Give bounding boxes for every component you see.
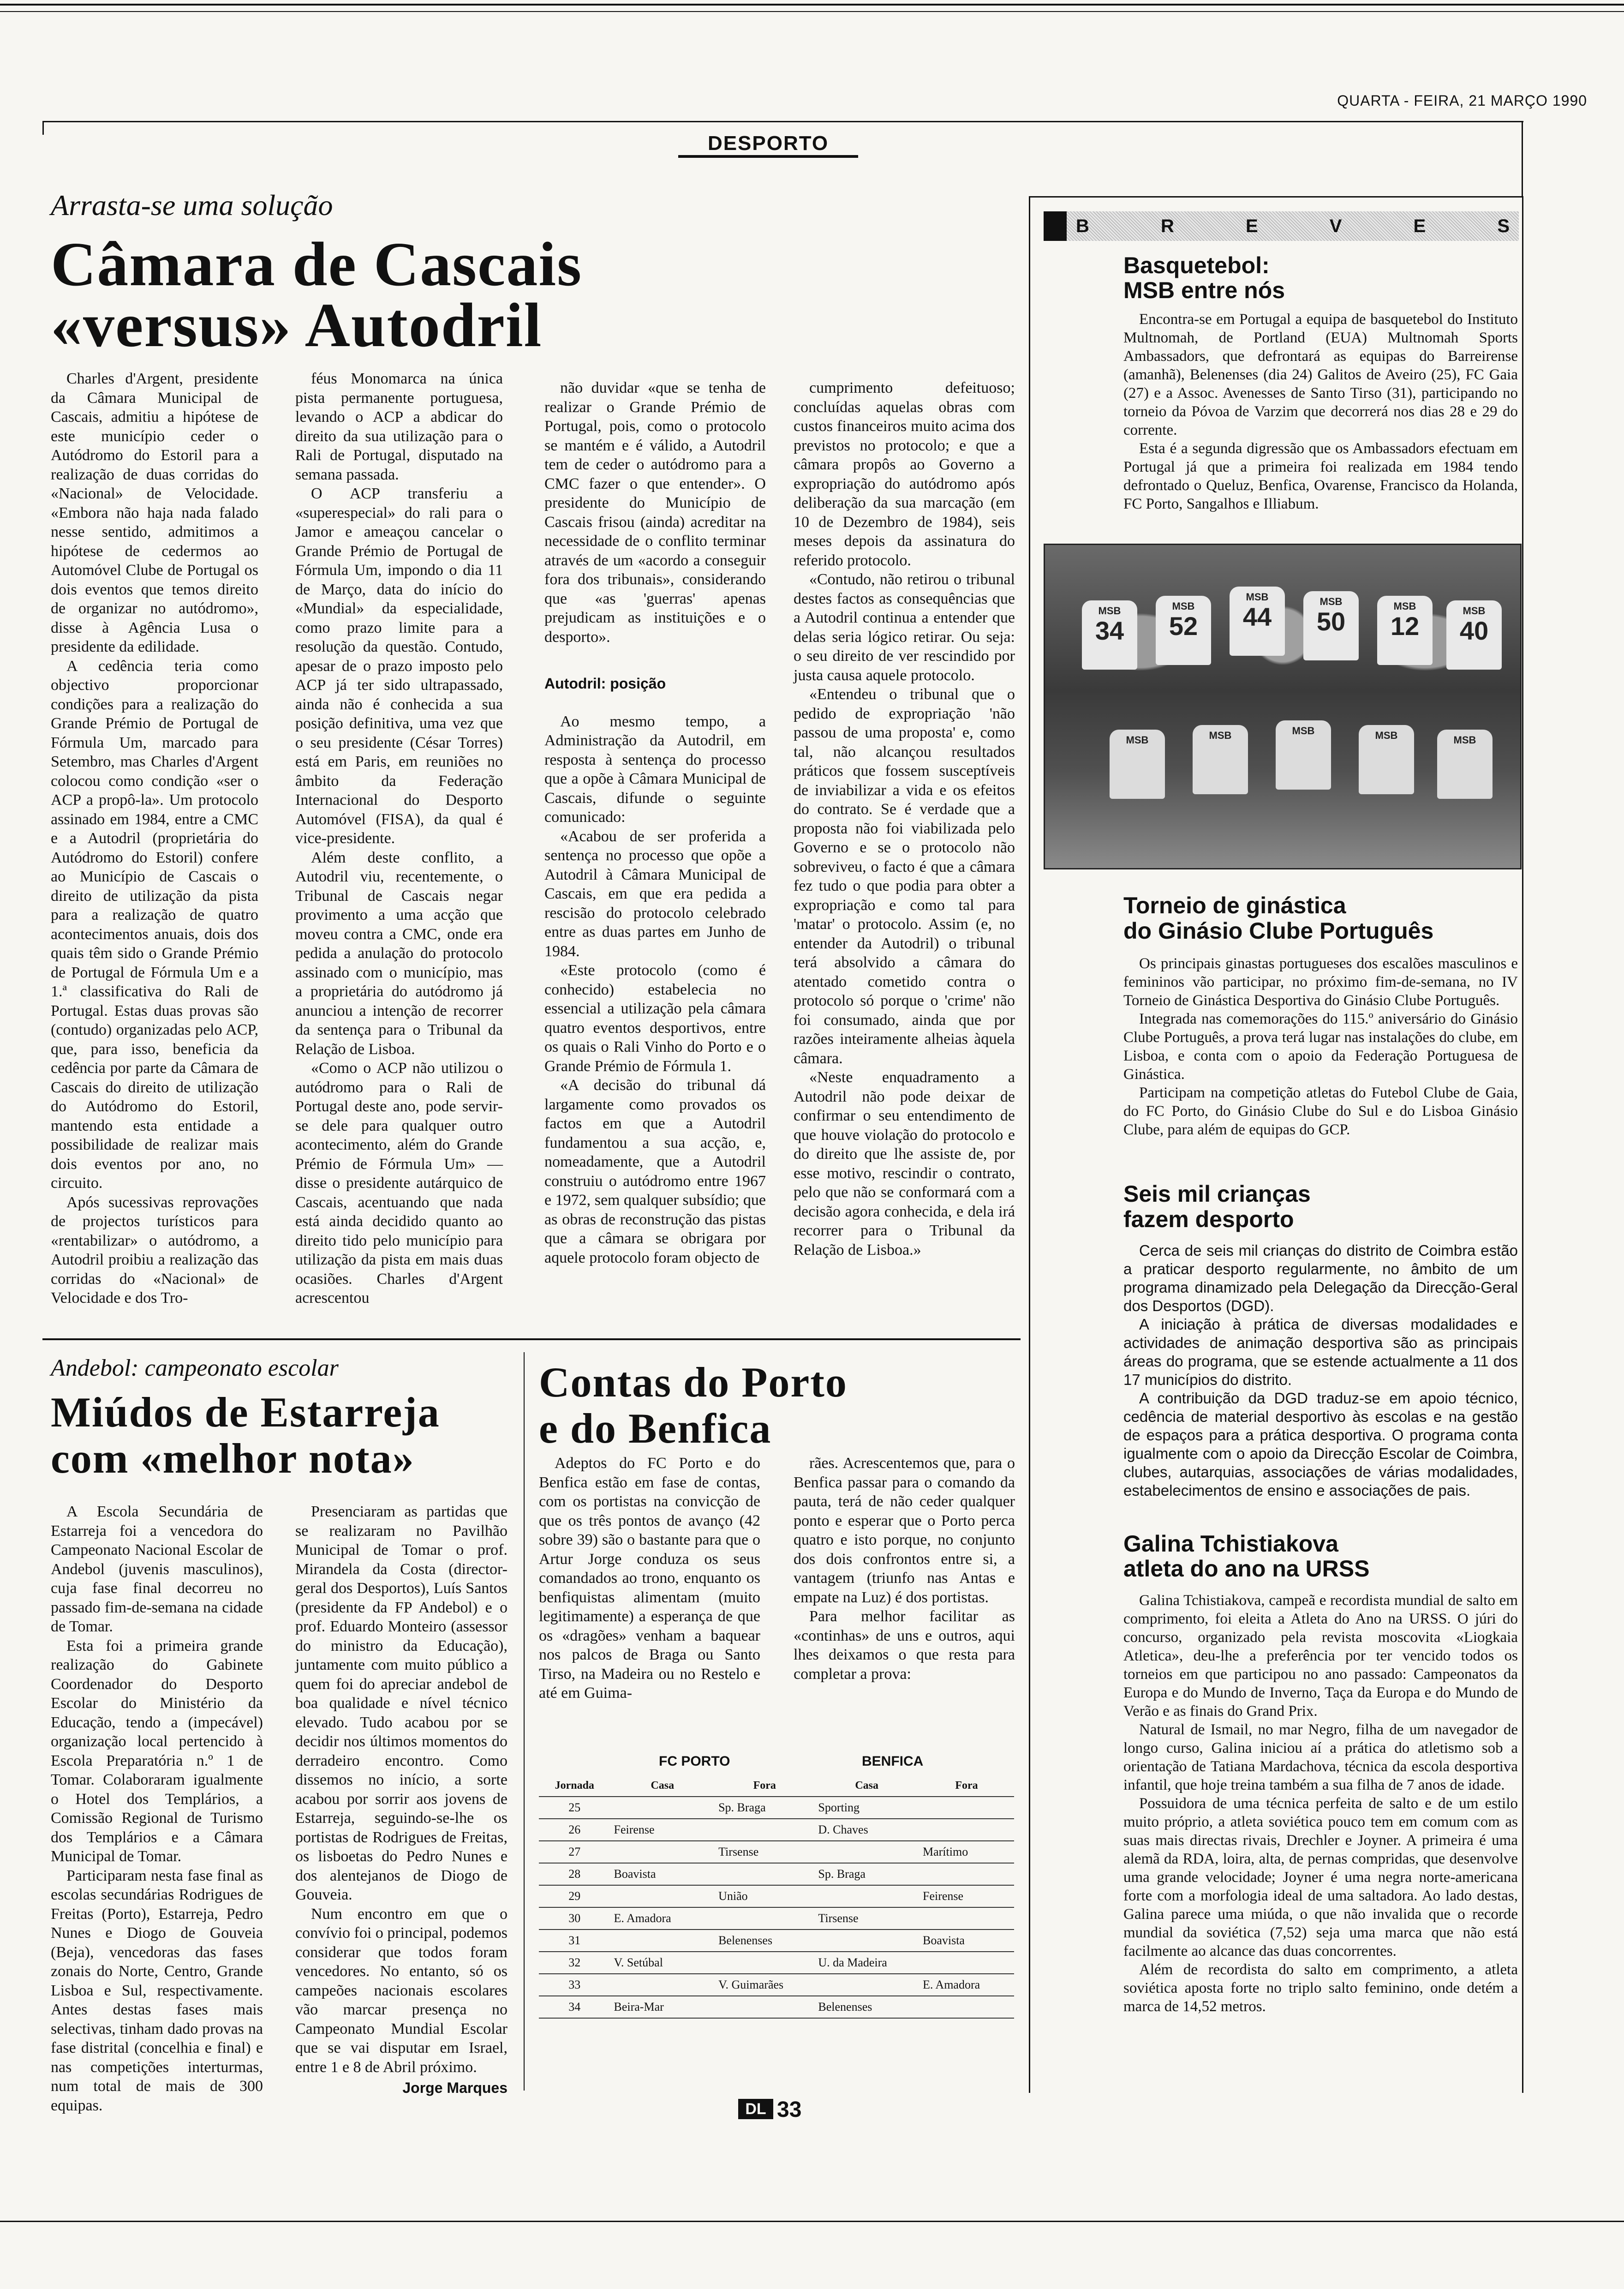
- table-cell: Belenenses: [715, 1929, 814, 1952]
- table-row: [539, 1841, 1014, 1863]
- ginastica-headline-line1: Torneio de ginástica: [1123, 893, 1346, 918]
- paragraph: Os principais ginastas portugueses dos escalões masculinos e femininos vão participar, no próximo fim-de-semana, no IV Torneio de Ginástica Desportiva do Ginásio Clube Português.: [1123, 955, 1518, 1009]
- team-label-benfica: BENFICA: [862, 1754, 924, 1769]
- paragraph: A iniciação à prática de diversas modalidades e actividades de animação desportiva são as principais áreas do programa, que se estende actualmente a 11 dos 17 municípios do distrito.: [1123, 1316, 1518, 1388]
- contas-headline-line1: Contas do Porto: [539, 1359, 848, 1406]
- section-label: DESPORTO: [678, 132, 858, 158]
- ginastica-headline-line2: do Ginásio Clube Português: [1123, 918, 1434, 944]
- table-cell: 27: [539, 1841, 610, 1863]
- criancas-headline-line2: fazem desporto: [1123, 1206, 1294, 1232]
- table-cell: [610, 1885, 715, 1907]
- table-header: Fora: [919, 1775, 1014, 1797]
- paragraph: rães. Acrescentemos que, para o Benfica passar para o comando da pauta, terá de não ceder qualquer ponto e esperar que o Porto perca quatro e isto porque, no conjunto dos dois confrontos entre si, a vantagem (triunfo nas Antas e empate na Luz) é dos portistas.: [794, 1455, 1015, 1606]
- breves-letter: R: [1160, 216, 1174, 236]
- lead-headline-line2: «versus» Autodril: [51, 291, 543, 360]
- top-border: [0, 4, 1624, 6]
- paragraph: cumprimento defeituoso; concluídas aquelas obras com custos financeiros muito acima dos previstos no protocolo; e que a câmara propôs ao Governo a expropriação do autódromo após deliberação da sua marcação (em 10 de Dezembro de 1984), seis meses depois da assinatura do referido protocolo.: [794, 379, 1015, 569]
- table-header: Fora: [715, 1775, 814, 1797]
- paragraph: A contribuição da DGD traduz-se em apoio técnico, cedência de material desportivo às escolas e na gestão de espaços para a prática desportiva. O programa conta igualmente com o apoio da Direcção Escolar de Coimbra, clubes, autarquias, associações de várias modalidades, estabelecimentos de ensino e associações de pais.: [1123, 1390, 1518, 1499]
- ginastica-body: [1123, 954, 1518, 1139]
- contas-headline-line2: e do Benfica: [539, 1405, 772, 1452]
- table-row: [539, 1907, 1014, 1929]
- paragraph: Ao mesmo tempo, a Administração da Autodril, em resposta à sentença do processo que a opõe à Câmara Municipal de Cascais, difunde o seguinte comunicado:: [544, 713, 766, 826]
- table-cell: 26: [539, 1819, 610, 1841]
- lead-column-3: [544, 378, 766, 1267]
- criancas-headline-line1: Seis mil crianças: [1123, 1181, 1311, 1207]
- table-cell: 25: [539, 1797, 610, 1819]
- table-cell: 32: [539, 1952, 610, 1974]
- table-cell: 31: [539, 1929, 610, 1952]
- paragraph: «Contudo, não retirou o tribunal destes factos as consequências que a Autodril continua a entender que delas seria lógico retirar. Ou seja: o seu direito de ver rescindido por justa causa aquele protocolo.: [794, 571, 1015, 684]
- paragraph: Esta é a segunda digressão que os Ambassadors efectuam em Portugal já que a primeira foi realizada em 1984 tendo defrontado o Queluz, Benfica, Ovarense, Francisco da Holanda, FC Porto, Sangalhos e Illiabum.: [1123, 440, 1518, 512]
- fixtures-table-block: [539, 1754, 1014, 2019]
- table-cell: [715, 1907, 814, 1929]
- breves-letter: E: [1245, 216, 1258, 236]
- table-cell: [610, 1841, 715, 1863]
- table-cell: [919, 1907, 1014, 1929]
- basket-body: [1123, 310, 1518, 513]
- paragraph: «Entendeu o tribunal que o pedido de expropriação 'não passou de uma proposta' e, como tal, não alcançou resultados práticos que fossem susceptíveis de inviabilizar a vida e os efeitos do contrato. Se é verdade que a proposta não foi viabilizada pelo Governo e se o protocolo não sobreviveu, o facto é que a câmara fez tudo o que podia para obter a expropriação e como tal para 'matar' o protocolo. Assim (e, no entender da Autodril) o tribunal terá absolvido a câmara do atentado cometido contra o protocolo só porque o 'crime' não foi consumado, ainda que por razões inteiramente alheias àquela câmara.: [794, 686, 1015, 1067]
- jersey: MSB: [1437, 730, 1493, 799]
- top-border-2: [0, 11, 1624, 12]
- jersey: MSB: [1110, 730, 1165, 799]
- table-cell: 33: [539, 1974, 610, 1996]
- header-rule-right: [1522, 121, 1523, 197]
- table-cell: [610, 1797, 715, 1819]
- table-cell: D. Chaves: [814, 1819, 919, 1841]
- table-cell: Boavista: [919, 1929, 1014, 1952]
- table-cell: Tirsense: [814, 1907, 919, 1929]
- paragraph: Possuidora de uma técnica perfeita de salto e de um estilo muito próprio, a atleta soviética pouco tem em comum com as suas mais directas rivais, Drechler e Joyner. A primeira é uma alemã da RDA, loira, alta, de pernas compridas, que desenvolve uma grande velocidade; Joyner é uma negra norte-americana forte com a morfologia ideal de uma saltadora. Ao lado destas, Galina parece uma miúda, o que não invalida que o recorde mundial da soviética (7,52) seja uma marca que não está facilmente ao alcance das duas concorrentes.: [1123, 1795, 1518, 1959]
- andebol-kicker: Andebol: campeonato escolar: [51, 1355, 339, 1381]
- team-photo: [1044, 544, 1522, 869]
- table-cell: [610, 1974, 715, 1996]
- table-cell: Feirense: [919, 1885, 1014, 1907]
- table-cell: [814, 1841, 919, 1863]
- paragraph: não duvidar «que se tenha de realizar o Grande Prémio de Portugal, pois, como o protocolo se mantém e é válido, a Autodril tem de ceder o autódromo para a CMC fazer o que entender». O presidente do Município de Cascais frisou (ainda) acreditar na necessidade de o conflito terminar através de um «acordo a conseguir fora dos tribunais», considerando que «as 'guerras' apenas prejudicam as instituições e o desporto».: [544, 379, 766, 646]
- table-cell: União: [715, 1885, 814, 1907]
- paragraph: Além deste conflito, a Autodril viu, recentemente, o Tribunal de Cascais negar provimento a uma acção que moveu contra a CMC, onde era pedida a anulação do protocolo assinado com o município, mas a proprietária do autódromo já anunciou a intenção de recorrer da sentença para o Tribunal da Relação de Lisboa.: [295, 849, 503, 1058]
- table-cell: [715, 1952, 814, 1974]
- table-cell: [610, 1929, 715, 1952]
- paragraph: A Escola Secundária de Estarreja foi a vencedora do Campeonato Nacional Escolar de Andebol (juvenis masculinos), cuja fase final decorreu no passado fim-de-semana na cidade de Tomar.: [51, 1503, 263, 1635]
- table-cell: [814, 1974, 919, 1996]
- paragraph: Cerca de seis mil crianças do distrito de Coimbra estão a praticar desporto regularmente, no âmbito de um programa dinamizado pela Delegação da Direcção-Geral dos Desportos (DGD).: [1123, 1242, 1518, 1314]
- basket-headline-line2: MSB entre nós: [1123, 277, 1285, 303]
- paragraph: Num encontro em que o convívio foi o principal, podemos considerar que todos foram vencedores. No entanto, só os campeões nacionais escolares vão marcar presença no Campeonato Mundial Escolar que se vai disputar em Israel, entre 1 e 8 de Abril próximo.: [295, 1905, 508, 2076]
- breves-letter: V: [1329, 216, 1342, 236]
- paragraph: «A decisão do tribunal dá largamente como provados os factos em que a Autodril fundamentou a sua acção, e, nomeadamente, que a Autodril construiu o autódromo entre 1967 e 1972, sem qualquer subsídio; que as obras de reconstrução das pistas que a câmara se obrigara por aquele protocolo foram objecto de: [544, 1077, 766, 1266]
- table-header: Casa: [814, 1775, 919, 1797]
- table-header: Jornada: [539, 1775, 610, 1797]
- breves-frame-left: [1029, 196, 1030, 2093]
- paragraph: «Neste enquadramento a Autodril não pode deixar de confirmar o seu entendimento de que houve violação do protocolo e do direito que lhe assiste de, por esse motivo, rescindir o contrato, pelo que não se conformará com a decisão agora conhecida, e dela irá recorrer para o Tribunal da Relação de Lisboa.»: [794, 1069, 1015, 1258]
- table-cell: V. Setúbal: [610, 1952, 715, 1974]
- page-number: 33: [777, 2097, 802, 2122]
- table-cell: [919, 1797, 1014, 1819]
- breves-banner-square: [1044, 211, 1067, 241]
- table-row: [539, 1952, 1014, 1974]
- lead-column-2: [295, 369, 503, 1308]
- table-row: [539, 1974, 1014, 1996]
- table-cell: Beira-Mar: [610, 1996, 715, 2018]
- basket-headline-line1: Basquetebol:: [1123, 252, 1270, 278]
- lead-column-1: [51, 369, 258, 1308]
- contas-column-2: [794, 1454, 1015, 1684]
- table-header: Casa: [610, 1775, 715, 1797]
- table-cell: [715, 1863, 814, 1885]
- contas-column-1: [539, 1454, 760, 1703]
- paragraph: Charles d'Argent, presidente da Câmara Municipal de Cascais, admitiu a hipótese de este município ceder o Autódromo do Estoril para a realização de duas corridas do «Nacional» de Velocidade. «Embora não haja nada falado nesse sentido, admitimos a hipótese de cedermos ao Automóvel Clube de Portugal os dois eventos que temos direito de organizar no autódromo», disse à Agência Lusa o presidente da edilidade.: [51, 370, 258, 655]
- header-rule: [42, 121, 1523, 122]
- paragraph: Além de recordista do salto em comprimento, a atleta soviética aposta forte no triplo salto feminino, onde detém a marca de 14,52 metros.: [1123, 1961, 1518, 2015]
- paragraph: Para melhor facilitar as «continhas» de uns e outros, aqui lhes deixamos o que resta para completar a prova:: [794, 1608, 1015, 1683]
- table-cell: Marítimo: [919, 1841, 1014, 1863]
- table-row: [539, 1797, 1014, 1819]
- table-cell: [715, 1996, 814, 2018]
- paragraph: A cedência teria como objectivo proporcionar condições para a realização do Grande Prémio de Portugal de Fórmula Um, marcado para Setembro, mas Charles d'Argent colocou como condição «ser o ACP a propô-la». Um protocolo assinado em 1984, entre a CMC e a Autodril (proprietária do Autódromo do Estoril) confere ao Município de Cascais o direito de utilização da pista para a realização de quatro acontecimentos anuais, dois dos quais têm sido o Grande Prémio de Portugal de Fórmula Um e a 1.ª classificativa do Rali de Portugal. Estas duas provas são (contudo) organizadas pelo ACP, que, para isso, beneficia da cedência por parte da Câmara de Cascais do direito de utilização do Autódromo do Estoril, mantendo esta entidade a possibilidade de realizar mais dois eventos por ano, no circuito.: [51, 657, 258, 1192]
- table-row: [539, 1929, 1014, 1952]
- table-cell: [814, 1885, 919, 1907]
- jersey: MSB 12: [1377, 596, 1433, 665]
- table-cell: 34: [539, 1996, 610, 2018]
- paragraph: Presenciaram as partidas que se realizaram no Pavilhão Municipal de Tomar o prof. Mirandela da Costa (director-geral dos Desportos), Luís Santos (presidente da FP Andebol) e o prof. Eduardo Monteiro (assessor do ministro da Educação), juntamente com muito público a quem foi do apreciar andebol de boa qualidade e nível técnico elevado. Tudo acabou por se decidir nos últimos momentos do derradeiro encontro. Como dissemos no início, a sorte acabou por sorrir aos jovens de Estarreja, seguindo-se-lhe os portistas de Rodrigues de Freitas, os lisboetas do Pedro Nunes e dos alentejanos de Diogo de Gouveia.: [295, 1503, 508, 1903]
- paragraph: «Este protocolo (como é conhecido) estabelecia no essencial a utilização pela câmara quatro eventos desportivos, entre os quais o Rali Vinho do Porto e o Grande Prémio de Fórmula 1.: [544, 962, 766, 1075]
- paragraph: Encontra-se em Portugal a equipa de basquetebol do Instituto Multnomah, de Portland (EUA) Multnomah Sports Ambassadors, que defrontará as equipas do Barreirense (amanhã), Belenenses (dia 24) Galitos de Aveiro (25), FC Gaia (27) e a Assoc. Avenesses de Santo Tirso (31), participando no torneio da Póvoa de Varzim que decorrerá nos dias 28 e 29 do corrente.: [1123, 311, 1518, 438]
- breves-frame-right: [1522, 196, 1523, 2093]
- page-date: QUARTA - FEIRA, 21 MARÇO 1990: [1337, 92, 1587, 109]
- bottom-border: [0, 2221, 1624, 2222]
- table-cell: U. da Madeira: [814, 1952, 919, 1974]
- lead-headline-line1: Câmara de Cascais: [51, 230, 583, 299]
- table-cell: 28: [539, 1863, 610, 1885]
- table-cell: [919, 1819, 1014, 1841]
- galina-body: [1123, 1591, 1518, 2016]
- table-row: [539, 1863, 1014, 1885]
- breves-banner: [1044, 211, 1519, 241]
- andebol-column-2: [295, 1502, 508, 2098]
- table-row: [539, 1996, 1014, 2018]
- table-cell: Belenenses: [814, 1996, 919, 2018]
- table-cell: 30: [539, 1907, 610, 1929]
- paragraph: Galina Tchistiakova, campeã e recordista mundial de salto em comprimento, foi eleita a Atleta do Ano na URSS. O júri do concurso, organizado pela revista moscovita «Liogkaia Atletica», deu-lhe a preferência por ter vencido todos os torneios em que participou no ano passado: Campeonatos da Europa e do Mundo de Inverno, Taça da Europa e do Mundo de Verão e as finais do Grand Prix.: [1123, 1592, 1518, 1720]
- andebol-headline-line2: com «melhor nota»: [51, 1435, 415, 1482]
- footer-logo: DL: [738, 2099, 773, 2119]
- table-cell: V. Guimarães: [715, 1974, 814, 1996]
- table-cell: [919, 1952, 1014, 1974]
- jersey: MSB: [1359, 725, 1414, 794]
- breves-letter: E: [1413, 216, 1426, 236]
- fixtures-table: [539, 1775, 1014, 2019]
- table-cell: [814, 1929, 919, 1952]
- jersey: MSB: [1193, 725, 1248, 794]
- paragraph: «Acabou de ser proferida a sentença no processo que opõe a Autodril à Câmara Municipal de Cascais, em que era pedida a rescisão do protocolo celebrado entre as duas partes em Junho de 1984.: [544, 827, 766, 960]
- jersey: MSB 44: [1230, 587, 1285, 656]
- paragraph: Adeptos do FC Porto e do Benfica estão em fase de contas, com os portistas na convicção de que os três pontos de avanço (42 sobre 39) são o bastante para que o Artur Jorge conduza os seus comandados ao trono, enquanto os benfiquistas alimentam (muito legitimamente) a esperança de que os «dragões» venham a baquear nos palcos de Braga ou Santo Tirso, na Madeira ou no Restelo e até em Guima-: [539, 1455, 760, 1702]
- paragraph: Integrada nas comemorações do 115.º aniversário do Ginásio Clube Português, a prova terá lugar nas instalações do clube, em Lisboa, e conta com o apoio da Federação Portuguesa de Ginástica.: [1123, 1011, 1518, 1083]
- table-row: [539, 1819, 1014, 1841]
- header-rule-left: [42, 121, 44, 135]
- table-row: [539, 1885, 1014, 1907]
- galina-headline-line1: Galina Tchistiakova: [1123, 1531, 1338, 1557]
- breves-letter: B: [1076, 216, 1089, 236]
- table-cell: [919, 1996, 1014, 2018]
- andebol-headline-line1: Miúdos de Estarreja: [51, 1389, 440, 1436]
- paragraph: «Como o ACP não utilizou o autódromo para o Rali de Portugal deste ano, pode servir-se dele para qualquer outro acontecimento, além do Grande Prémio de Fórmula Um» — disse o presidente autárquico de Cascais, acentuando que nada está ainda decidido quanto ao direito tido pelo município para utilização da pista em mais duas ocasiões. Charles d'Argent acrescentou: [295, 1060, 503, 1306]
- table-cell: [715, 1819, 814, 1841]
- andebol-byline: Jorge Marques: [402, 2079, 508, 2096]
- table-cell: [919, 1863, 1014, 1885]
- jersey: MSB 52: [1156, 596, 1211, 665]
- team-label-porto: FC PORTO: [659, 1754, 730, 1769]
- jersey: MSB: [1276, 720, 1331, 790]
- table-cell: 29: [539, 1885, 610, 1907]
- paragraph: O ACP transferiu a «superespecial» do rali para o Jamor e ameaçou cancelar o Grande Prémio de Portugal de Fórmula Um, impondo o dia 11 de Março, data do início do «Mundial» da especialidade, como prazo limite para a resolução da questão. Contudo, apesar de o prazo imposto pelo ACP já ter sido ultrapassado, ainda não é conhecida a sua posição definitiva, uma vez que o seu presidente (César Torres) está em Paris, em reuniões no âmbito da Federação Internacional do Desporto Automóvel (FISA), da qual é vice-presidente.: [295, 485, 503, 847]
- lead-column-4: [794, 378, 1015, 1259]
- paragraph: Participaram nesta fase final as escolas secundárias Rodrigues de Freitas (Porto), Estarreja, Pedro Nunes e Diogo de Gouveia (Beja), vencedoras das fases zonais do Norte, Centro, Grande Lisboa e Sul, respectivamente. Antes destas fases mais selectivas, tinham dado provas na fase distrital (concelhia e final) e nas competições interturmas, num total de mais de 300 equipas.: [51, 1867, 263, 2114]
- table-cell: Sp. Braga: [715, 1797, 814, 1819]
- breves-frame-top: [1029, 196, 1523, 198]
- table-cell: E. Amadora: [919, 1974, 1014, 1996]
- jersey: MSB 34: [1082, 600, 1137, 670]
- jersey: MSB 50: [1303, 591, 1359, 660]
- paragraph: Natural de Ismail, no mar Negro, filha de um navegador de longo curso, Galina iniciou aí a prática do atletismo sob a orientação de Tatiana Mardachova, técnica da escola desportiva infantil, que hoje treina também a sua filha de 7 anos de idade.: [1123, 1721, 1518, 1793]
- table-cell: Sp. Braga: [814, 1863, 919, 1885]
- galina-headline-line2: atleta do ano na URSS: [1123, 1556, 1370, 1582]
- paragraph: Após sucessivas reprovações de projectos turísticos para «rentabilizar» o autódromo, a Autodril proibiu a realização das corridas do «Nacional» de Velocidade e dos Tro-: [51, 1193, 258, 1306]
- table-cell: Tirsense: [715, 1841, 814, 1863]
- table-header-row: [539, 1775, 1014, 1797]
- section-divider: [42, 1338, 1021, 1340]
- table-cell: Feirense: [610, 1819, 715, 1841]
- paragraph: féus Monomarca na única pista permanente portuguesa, levando o ACP a abdicar do direito da sua utilização para o Rali de Portugal, disputado na semana passada.: [295, 370, 503, 483]
- lead-kicker: Arrasta-se uma solução: [51, 189, 333, 222]
- jersey: MSB 40: [1446, 600, 1502, 670]
- table-cell: Sporting: [814, 1797, 919, 1819]
- lead-subhead: Autodril: posição: [544, 675, 666, 692]
- paragraph: Esta foi a primeira grande realização do Gabinete Coordenador do Desporto Escolar do Ministério da Educação, tendo a (impecável) organização local pertencido à Escola Preparatória n.º 1 de Tomar. Colaboraram igualmente o Hotel dos Templários, a Comissão Regional de Turismo dos Templários e a Câmara Municipal de Tomar.: [51, 1637, 263, 1865]
- criancas-body: [1123, 1241, 1518, 1500]
- table-cell: E. Amadora: [610, 1907, 715, 1929]
- paragraph: Participam na competição atletas do Futebol Clube de Gaia, do FC Porto, do Ginásio Clube do Sul e do Lisboa Ginásio Clube, para além de equipas do GCP.: [1123, 1085, 1518, 1138]
- breves-letter: S: [1497, 216, 1510, 236]
- andebol-column-1: [51, 1502, 263, 2115]
- table-cell: Boavista: [610, 1863, 715, 1885]
